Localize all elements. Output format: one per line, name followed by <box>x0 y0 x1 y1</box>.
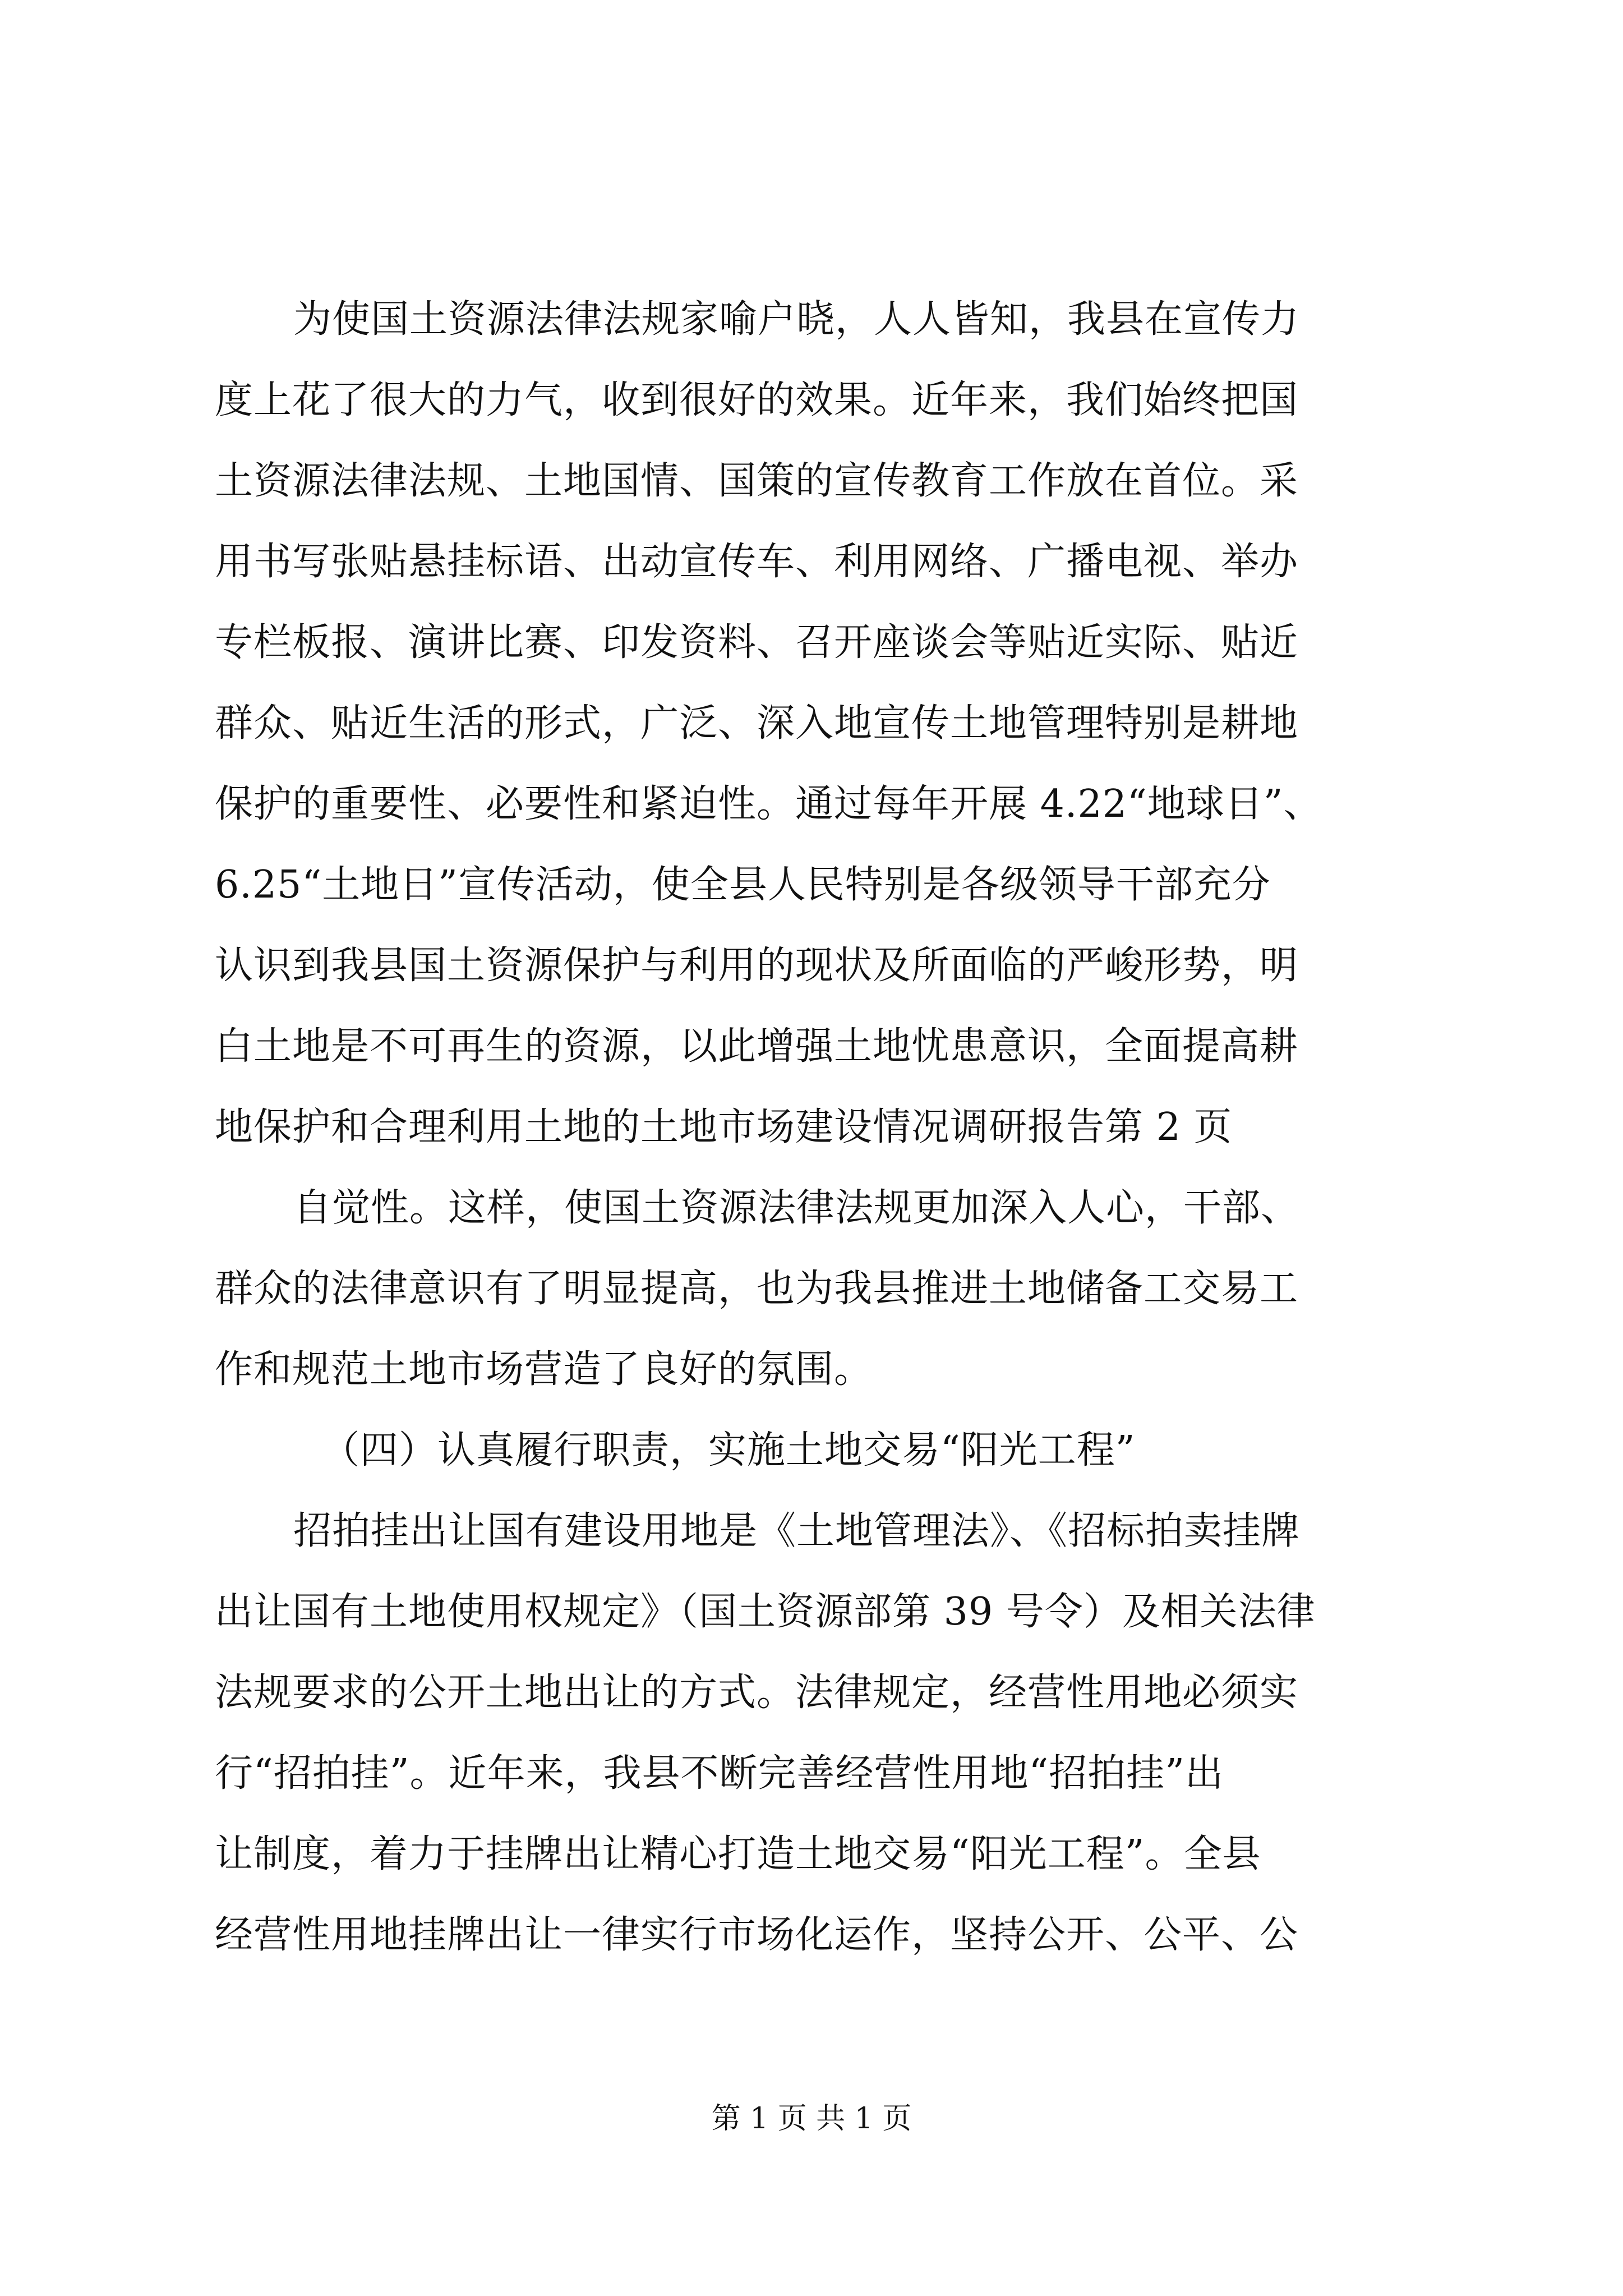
paragraph-2-line-1: 自觉性。这样，使国土资源法律法规更加深入人心，干部、 <box>293 1186 1300 1230</box>
paragraph-3-line-4: 行“招拍挂”。近年来，我县不断完善经营性用地“招拍挂”出 <box>215 1751 1224 1796</box>
paragraph-3-line-1: 招拍挂出让国有建设用地是《土地管理法》、《招标拍卖挂牌 <box>293 1509 1301 1553</box>
paragraph-3-line-2: 出让国有土地使用权规定》（国土资源部第 39 号令）及相关法律 <box>215 1590 1316 1634</box>
paragraph-1-line-11: 地保护和合理利用土地的土地市场建设情况调研报告第 2 页 <box>215 1105 1233 1149</box>
paragraph-1-line-2: 度上花了很大的力气，收到很好的效果。近年来，我们始终把国 <box>215 378 1299 422</box>
page-footer: 第 1 页 共 1 页 <box>711 2102 912 2136</box>
paragraph-1-line-9: 认识到我县国土资源保护与利用的现状及所面临的严峻形势，明 <box>215 944 1299 988</box>
paragraph-1-line-3: 土资源法律法规、土地国情、国策的宣传教育工作放在首位。采 <box>215 459 1299 503</box>
section-heading: （四）认真履行职责，实施土地交易“阳光工程” <box>321 1428 1136 1473</box>
paragraph-2-line-2: 群众的法律意识有了明显提高，也为我县推进土地储备工交易工 <box>215 1267 1299 1311</box>
paragraph-3-line-5: 让制度，着力于挂牌出让精心打造土地交易“阳光工程”。全县 <box>215 1832 1261 1876</box>
paragraph-2-line-3: 作和规范土地市场营造了良好的氛围。 <box>215 1347 873 1392</box>
paragraph-1-line-5: 专栏板报、演讲比赛、印发资料、召开座谈会等贴近实际、贴近 <box>215 620 1299 665</box>
paragraph-1-line-10: 白土地是不可再生的资源，以此增强土地忧患意识，全面提高耕 <box>215 1024 1299 1069</box>
paragraph-3-line-3: 法规要求的公开土地出让的方式。法律规定，经营性用地必须实 <box>215 1671 1299 1715</box>
paragraph-1-line-4: 用书写张贴悬挂标语、出动宣传车、利用网络、广播电视、举办 <box>215 540 1299 584</box>
paragraph-1-line-7: 保护的重要性、必要性和紧迫性。通过每年开展 4.22“地球日”、 <box>215 782 1322 826</box>
paragraph-1-line-1: 为使国土资源法律法规家喻户晓，人人皆知，我县在宣传力 <box>293 297 1300 342</box>
paragraph-1-line-8: 6.25“土地日”宣传活动，使全县人民特别是各级领导干部充分 <box>215 863 1271 907</box>
paragraph-1-line-6: 群众、贴近生活的形式，广泛、深入地宣传土地管理特别是耕地 <box>215 701 1299 746</box>
paragraph-3-line-6: 经营性用地挂牌出让一律实行市场化运作，坚持公开、公平、公 <box>215 1913 1299 1957</box>
